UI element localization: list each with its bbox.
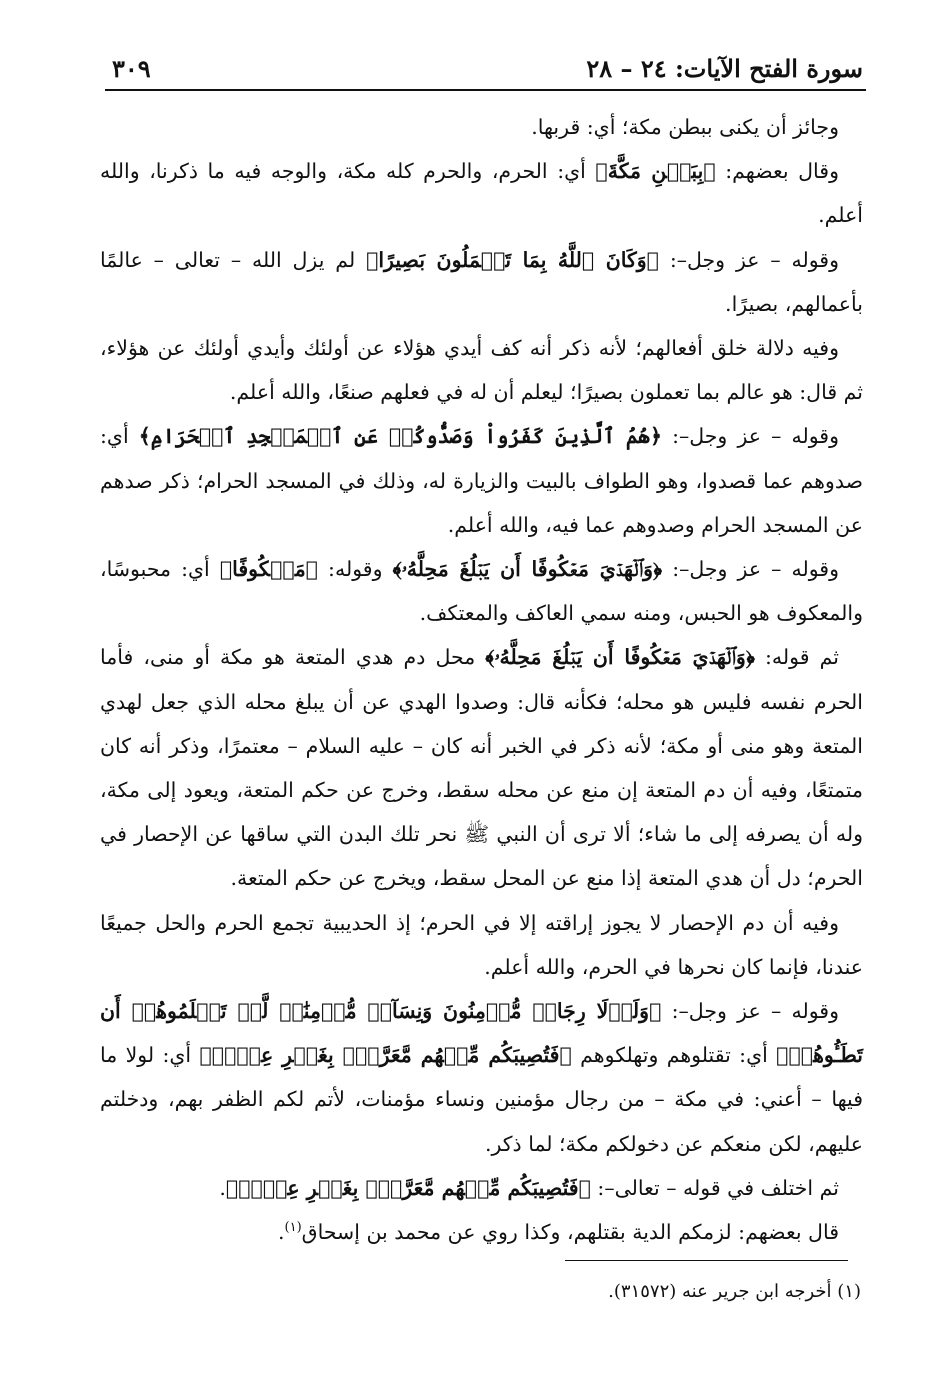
paragraph <box>100 635 863 900</box>
paragraph-text: أي: محبوسًا، والمعكوف هو الحبس، ومنه سمي العاكف والمعتكف. <box>100 557 863 626</box>
paragraph <box>100 1210 863 1254</box>
paragraph-text: وقوله – عز وجل–: <box>661 424 839 449</box>
quran-quote: ﴿بِبَطۡنِ مَكَّةَ﴾ <box>595 159 716 184</box>
paragraph-text: أي: الحرم، والحرم كله مكة، والوجه فيه ما ذكرنا، والله أعلم. <box>100 159 863 228</box>
paragraph-text: وقوله – عز وجل–: <box>661 999 839 1024</box>
paragraph <box>100 414 863 547</box>
paragraph-text: وفيه دلالة خلق أفعالهم؛ لأنه ذكر أنه كف أيدي هؤلاء عن أولئك وأيدي أولئك عن هؤلاء، ثم قال: هو عالم بما تعملون بصيرًا؛ ليعلم أن له في فعلهم صنعًا، والله أعلم. <box>100 336 863 405</box>
page-number: ٣٠٩ <box>112 53 151 83</box>
paragraph <box>100 1166 863 1210</box>
quran-quote: ﴿هُمُ ٱلَّذِينَ كَفَرُواْ وَصَدُّوكُمۡ عَنِ ٱلۡمَسۡجِدِ ٱلۡحَرَامِ﴾ <box>138 424 662 449</box>
quran-quote: ﴿فَتُصِيبَكُم مِّنۡهُم مَّعَرَّةُۢ بِغَيۡرِ عِلۡمٖ﴾ <box>225 1175 591 1200</box>
quran-quote: ﴿وَلَوۡلَا رِجَالٞ مُّؤۡمِنُونَ وَنِسَآءٞ مُّؤۡمِنَٰتٞ لَّمۡ تَعۡلَمُوهُمۡ أَن تَطَـُٔوهُمۡ﴾ <box>100 999 864 1068</box>
paragraph <box>100 901 863 989</box>
paragraph-text: ثم اختلف في قوله – تعالى–: <box>590 1175 839 1200</box>
paragraph-text: ثم قوله: <box>754 645 839 670</box>
paragraph-text: وقوله – عز وجل–: <box>658 247 839 272</box>
footnote-text: (١) أخرجه ابن جرير عنه (٣١٥٧٢). <box>608 1281 861 1302</box>
quran-quote: ﴿فَتُصِيبَكُم مِّنۡهُم مَّعَرَّةُۢ بِغَيۡرِ عِلۡمٖ﴾ <box>199 1043 572 1068</box>
paragraph-text: . <box>219 1175 226 1200</box>
running-title: سورة الفتح الآيات: ٢٤ – ٢٨ <box>586 53 863 83</box>
paragraph-text: أي: صدوهم عما قصدوا، وهو الطواف بالبيت والزيارة له، وذلك في المسجد الحرام؛ ذكر صدهم عن المسجد الحرام وصدوهم عما فيه، والله أعلم. <box>100 424 863 537</box>
paragraph-text: وقوله – عز وجل–: <box>662 557 839 582</box>
paragraph-text: لم يزل الله – تعالى – عالمًا بأعمالهم، بصيرًا. <box>100 247 863 316</box>
paragraph <box>100 326 863 414</box>
footnotes <box>100 1272 861 1312</box>
quran-quote: ﴿وَٱلۡهَدۡيَ مَعۡكُوفًا أَن يَبۡلُغَ مَحِلَّهُۥ﴾ <box>392 557 663 582</box>
quran-quote: ﴿وَكَانَ ٱللَّهُ بِمَا تَعۡمَلُونَ بَصِيرًا﴾ <box>366 247 659 272</box>
body-text <box>100 105 863 1254</box>
header-rule <box>105 89 866 91</box>
paragraph <box>100 105 863 149</box>
paragraph-text: قال بعضهم: لزمكم الدية بقتلهم، وكذا روي عن محمد بن إسحاق <box>301 1220 839 1245</box>
paragraph <box>100 238 863 326</box>
paragraph-text: أي: تقتلوهم وتهلكوهم <box>571 1043 777 1068</box>
paragraph-text: وجائز أن يكنى ببطن مكة؛ أي: قربها. <box>531 115 839 139</box>
paragraph-text: أي: لولا ما فيها – أعني: في مكة – من رجال مؤمنين ونساء مؤمنات، لأتم لكم الظفر بهم، ودخلتم عليهم، لكن منعكم عن دخولكم مكة؛ لما ذكر. <box>100 1043 863 1156</box>
paragraph-text: . <box>278 1220 285 1245</box>
quran-quote: ﴿وَٱلۡهَدۡيَ مَعۡكُوفًا أَن يَبۡلُغَ مَحِلَّهُۥ﴾ <box>485 645 755 670</box>
paragraph-text: وفيه أن دم الإحصار لا يجوز إراقته إلا في الحرم؛ إذ الحديبية تجمع الحرم والحل جميعًا عندنا، فإنما كان نحرها في الحرم، والله أعلم. <box>100 910 863 979</box>
page-header <box>112 48 863 88</box>
footnote-rule <box>565 1260 848 1261</box>
paragraph <box>100 989 863 1166</box>
footnote-marker: (١) <box>284 1220 302 1236</box>
paragraph-text: وقال بعضهم: <box>715 159 839 184</box>
paragraph-text: محل دم هدي المتعة هو مكة أو منى، فأما الحرم نفسه فليس هو محله؛ فكأنه قال: وصدوا الهدي عن أن يبلغ محله الذي جعل لهدي المتعة وهو منى أو مكة؛ لأنه ذكر في الخبر أنه كان – عليه السلام – معتمرًا، وذكر أنه كان متمتعًا، وفيه أن دم المتعة إن منع عن محله سقط، وخرج عن حكم المتعة، ويعود إلى مكة، وله أن يصرفه إلى ما شاء؛ ألا ترى أن النبي ﷺ نحر تلك البدن التي ساقها عن الإحصار في الحرم؛ دل أن هدي المتعة إذا منع عن المحل سقط، ويخرج عن حكم المتعة. <box>100 645 863 891</box>
paragraph-text: وقوله: <box>317 557 393 582</box>
quran-quote: ﴿مَعۡكُوفًا﴾ <box>219 557 318 582</box>
paragraph <box>100 547 863 635</box>
paragraph <box>100 149 863 237</box>
